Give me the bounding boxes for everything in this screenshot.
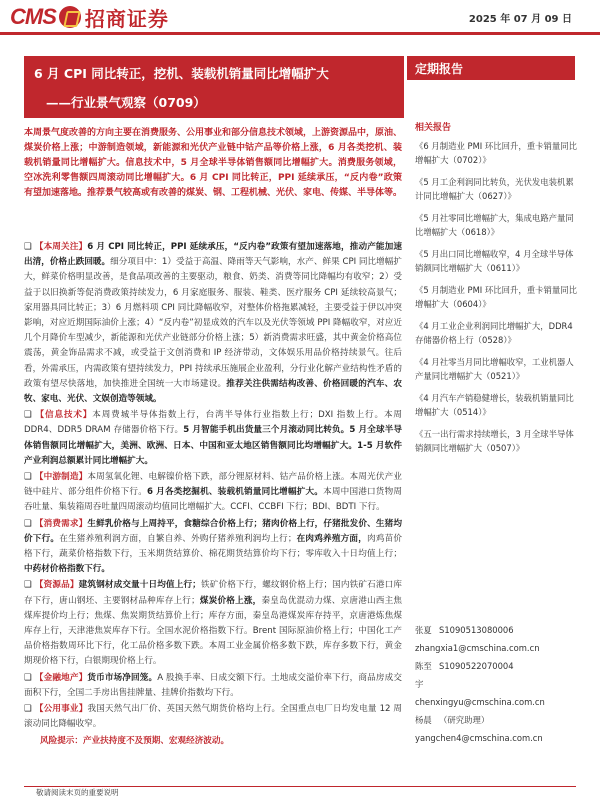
- related-report-link[interactable]: 《6 月制造业 PMI 环比回升，重卡销量同比增幅扩大（0702）》: [415, 141, 578, 165]
- report-type-banner: [407, 56, 575, 80]
- header-divider: [0, 32, 600, 35]
- bullet-icon: ❑: [24, 410, 36, 421]
- report-title: 6 月 CPI 同比转正，挖机、装载机销量同比增幅扩大: [34, 66, 329, 81]
- emphasis-text: 6 月各类挖掘机、装载机销量同比增幅扩大。: [147, 487, 324, 498]
- emphasis-text: 5 月智能手机出货量三个月滚动同比转负。5 月全球半导体销售额同比增幅扩大，美洲、欧洲、日本、中国和亚太地区销售额同比均增幅扩大。1-5 月软件产业利润总额累计同比增幅扩大。: [24, 425, 402, 466]
- body-text: 我国天然气出厂价、英国天然气期货价格均上行。全国重点电厂日均发电量 12 周滚动同比降幅收窄。: [24, 704, 402, 730]
- section-tag: 【本周关注】: [34, 242, 88, 252]
- related-reports-sidebar: [415, 120, 580, 463]
- risk-warning: 风险提示：产业扶持度不及预期、宏观经济波动。: [40, 735, 230, 746]
- analyst-id: （研究助理）: [439, 715, 490, 725]
- report-type-label: 定期报告: [415, 62, 464, 76]
- bullet-icon: ❑: [24, 242, 35, 252]
- logo-badge-icon: [59, 6, 81, 28]
- related-report-link[interactable]: 《5 月制造业 PMI 环比回升，重卡销量同比增幅扩大（0604）》: [415, 285, 578, 309]
- paragraph-resources: [24, 578, 402, 669]
- footer-disclaimer: 敬请阅读末页的重要说明: [36, 788, 119, 797]
- body-text-2: 秦皇岛优混动力煤、京唐港山西主焦煤库提价均上行；焦煤、焦炭期货结算价上行；库存方面，秦皇岛港煤炭库存持平，京唐港炼焦煤库存上行，天津港焦炭库存下行。全国水泥价格指数下行。Brent 国际原油价格上行；中国化工产品价格指数周环比下行，化工品价格多数下跌。本周工业金属价格多数下跌，库存多数下行，黄金期现价格下行，白银期现价格上行。: [24, 595, 402, 667]
- paragraph-tech: [24, 408, 402, 469]
- section-tag: 【金融地产】: [34, 672, 88, 683]
- page-header: [0, 0, 600, 40]
- body-text: 细分项目中：1）受益于高温、降雨等天气影响，水产、鲜果 CPI 同比增幅扩大，鲜菜价格明显改善，是食品项改善的主要驱动，粮食、奶类、消费等同比降幅均有收窄；2）受益于以旧换新等促消费政策持续发力，6 月家庭服务、服装、鞋类、医疗服务 CPI 延续较高景气；家用器具同比转正；3）6 月燃料项 CPI 同比降幅收窄，对整体价格拖累减轻，主要受益于伊以冲突影响，对应近期国际油价上涨；4）“反内卷”初显成效的汽车以及光伏等领域 PPI 降幅收窄，对应近几个月降价车型减少，新能源和光伏产业链部分价格上涨；5）新消费需求旺盛，其中黄金价格高位震荡，黄金饰品需求不减，或受益于文创消费和 IP 经济带动，文体娱乐用品价格持续景气。往后看，外需承压，内需政策有望持续发力，PPI 持续承压施展企业盈利，分行业化解产业结构性矛盾的政策有望尽快落地，加快推进全国统一大市场建设。: [24, 257, 402, 389]
- body-text: 在生猪养殖利润方面，自繁自养、外购仔猪养殖利润均上行；: [59, 533, 297, 544]
- related-report-link[interactable]: 《5 月工企利润同比转负，光伏发电装机累计同比增幅扩大（0627）》: [415, 177, 574, 201]
- body-text: 本周费城半导体指数上行，台湾半导体行业指数上行；DXI 指数上行。本周 DDR4、DDR5 DRAM 存储器价格下行。: [24, 410, 402, 436]
- analyst-id: S1090522070004: [439, 661, 514, 671]
- report-date: 2025 年 07 月 09 日: [468, 14, 572, 25]
- related-reports-heading: 相关报告: [415, 123, 452, 133]
- analyst-name: 张夏: [415, 625, 432, 635]
- section-tag: 【消费需求】: [34, 518, 88, 529]
- section-tag: 【中游制造】: [34, 472, 88, 483]
- paragraph-focus: [24, 240, 402, 407]
- lead-text: 生鲜乳价格与上周持平，食糖综合价格上行；猪肉价格上行，仔猪批发价、生猪均价下行。: [24, 518, 402, 544]
- section-tag: 【资源品】: [34, 580, 79, 591]
- body-column: [24, 240, 402, 749]
- lead-text: 6 月 CPI 同比转正，PPI 延续承压，“反内卷”政策有望加速落地，推动产能加速出清，价格止跌回暖。: [24, 242, 402, 268]
- cms-logo: [10, 0, 169, 34]
- bullet-icon: ❑: [24, 518, 35, 529]
- lead-text: 建筑钢材成交量十日均值上行；: [78, 580, 201, 591]
- related-report-link[interactable]: 《5 月出口同比增幅收窄，4 月全球半导体销额同比增幅扩大（0611）》: [415, 249, 574, 273]
- emphasis-text: 推荐关注供需结构改善、价格回暖的汽车、农牧、家电、光伏、文娱创造等领域。: [24, 378, 402, 405]
- related-report-link[interactable]: 《4 月汽车产销稳健增长，装载机销量同比增幅扩大（0514）》: [415, 393, 574, 417]
- paragraph-manufacturing: [24, 470, 402, 516]
- emphasis-text: 在肉鸡养殖方面，: [296, 533, 367, 544]
- analyst-name: 杨晨: [415, 715, 432, 725]
- section-tag: 【公用事业】: [34, 704, 88, 715]
- analyst-row: [415, 657, 580, 693]
- body-text: 本周氢氧化锂、电解镍价格下跌，部分锂原材料、钴产品价格上涨。本周光伏产业链中硅片、部分组件价格下行。: [24, 472, 402, 498]
- analyst-row: [415, 711, 580, 729]
- summary-text: 本周景气度改善的方向主要在消费服务、公用事业和部分信息技术领域，上游资源品中，原油、煤炭价格上涨；中游制造领域，新能源和光伏产业链中钴产品等价格上涨，6 月各类挖机、装载机销量同比增幅扩大。信息技术中，5 月全球半导体销售额同比增幅扩大。消费服务领域，空冰洗利零售额四周滚动同比增幅扩大。6 月 CPI 同比转正，PPI 延续承压，“反内卷”政策有望加速落地。推荐景气较高或有改善的煤炭、钢、工程机械、光伏、家电、传媒、半导体等。: [24, 128, 403, 198]
- bullet-icon: ❑: [24, 580, 35, 591]
- paragraph-consumer: [24, 517, 402, 578]
- analyst-email[interactable]: zhangxia1@cmschina.com.cn: [415, 643, 540, 653]
- analyst-name: 陈至宇: [415, 661, 432, 689]
- emphasis-text: 煤炭价格上涨，: [199, 595, 262, 606]
- section-tag: 【信息技术】: [35, 410, 93, 421]
- logo-text-en: CMS: [10, 4, 56, 29]
- bullet-icon: ❑: [24, 672, 35, 683]
- related-report-link[interactable]: 《五一出行需求持续增长，3 月全球半导体销额同比增幅扩大（0507）》: [415, 429, 574, 453]
- analyst-email[interactable]: chenxingyu@cmschina.com.cn: [415, 697, 545, 707]
- logo-text-cn: 招商证券: [84, 6, 169, 31]
- analyst-list: [415, 621, 580, 747]
- bullet-icon: ❑: [24, 704, 35, 715]
- paragraph-finance: [24, 671, 402, 701]
- paragraph-utilities: [24, 702, 402, 732]
- body-text: A 股换手率、日成交额下行。土地成交溢价率下行，商品房成交面积下行，全国二手房出售挂牌量、挂牌价指数均下行。: [24, 672, 402, 698]
- bullet-icon: ❑: [24, 472, 35, 483]
- report-subtitle: ——行业景气观察（0709）: [46, 95, 206, 110]
- lead-text: 货币市场净回笼。: [87, 672, 158, 683]
- analyst-email[interactable]: yangchen4@cmschina.com.cn: [415, 733, 543, 743]
- title-banner: [24, 56, 404, 118]
- related-report-link[interactable]: 《4 月社零当月同比增幅收窄，工业机器人产量同比增幅扩大（0521）》: [415, 357, 574, 381]
- body-text-2: 肉鸡苗价格下行，蔬菜价格指数下行，玉米期货结算价、棉花期货结算价均下行；零库收入十日均值上行；: [24, 533, 402, 560]
- analyst-row: [415, 621, 580, 639]
- related-report-link[interactable]: 《4 月工业企业利润同比增幅扩大，DDR4 存储器价格上行（0528）》: [415, 321, 573, 345]
- body-text-2: 本周中国港口货物周吞吐量、集装箱周吞吐量四周滚动均值同比增幅扩大。CCFI、CCBFI 下行；BDI、BDTI 下行。: [24, 487, 402, 513]
- analyst-id: S1090513080006: [439, 625, 514, 635]
- related-report-link[interactable]: 《5 月社零同比增幅扩大，集成电路产量同比增幅扩大（0618）》: [415, 213, 574, 237]
- emphasis-text-2: 中药材价格指数下行。: [24, 564, 110, 575]
- body-text: 铁矿价格下行，螺纹钢价格上行；国内铁矿石港口库存下行，唐山钢坯、主要钢材品种库存上行；: [24, 580, 402, 606]
